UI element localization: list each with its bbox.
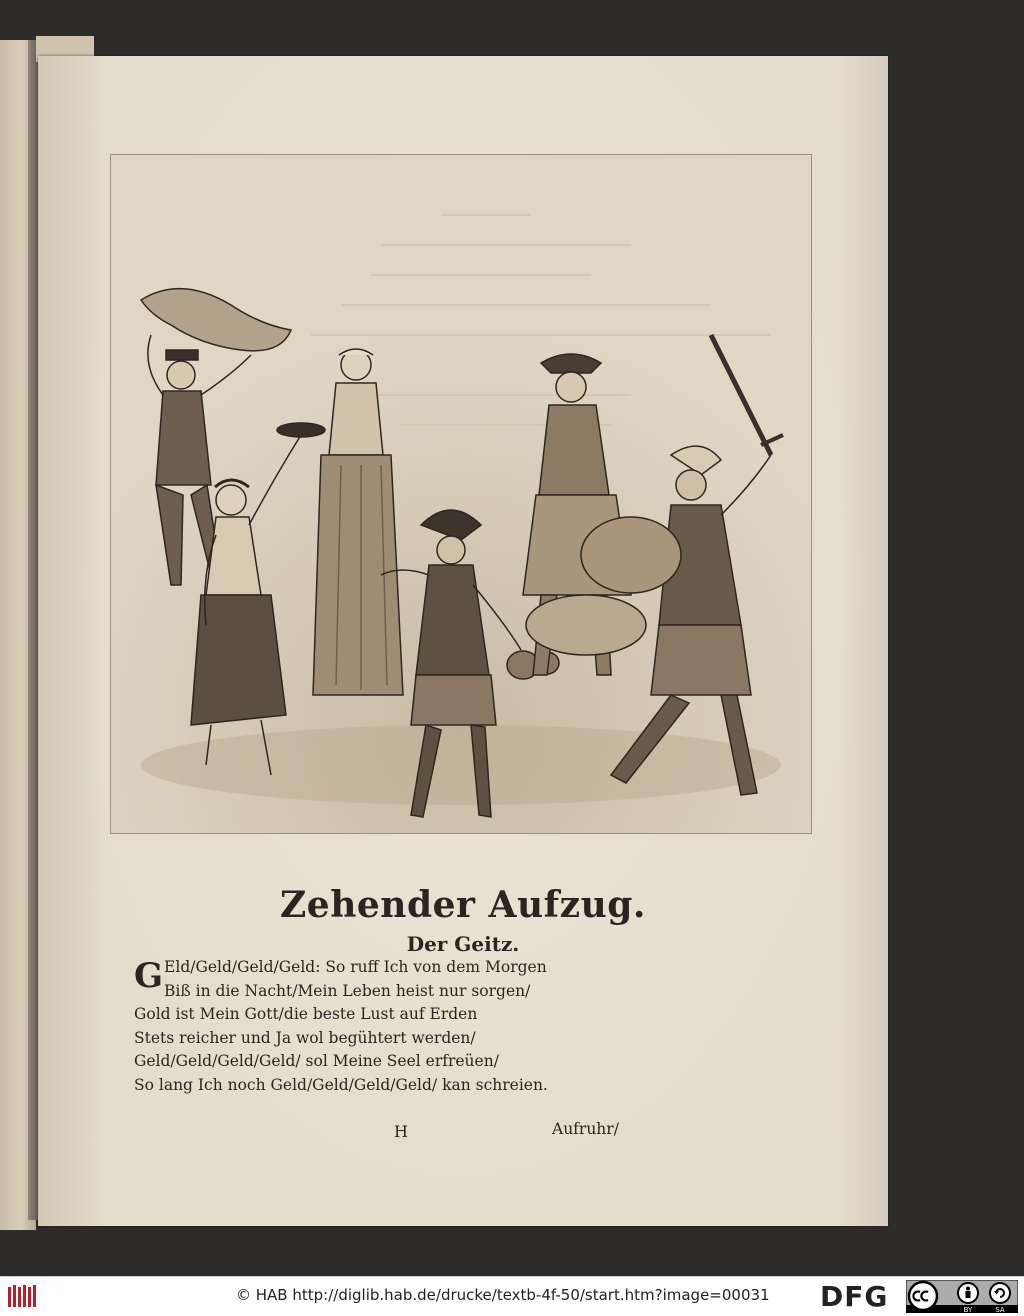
verse-line [134,1027,674,1051]
cc-icon [909,1282,937,1310]
verse-line-text: Geld/Geld/Geld/Geld/ sol Meine Seel erfreüen/ [134,1052,499,1070]
page-heading: Zehender Aufzug. [280,884,646,926]
verse-line [134,1074,674,1098]
book-page [38,56,888,1226]
verse-line [134,1050,674,1074]
verse-line-text: So lang Ich noch Geld/Geld/Geld/Geld/ kan schreien. [134,1075,548,1094]
verse-line-text: Eld/Geld/Geld/Geld: So ruff Ich von dem Morgen [164,958,547,976]
sa-label: SA [995,1306,1005,1313]
verse-line-text: Gold ist Mein Gott/die beste Lust auf Erden [134,1005,478,1023]
signature-mark: H [394,1122,408,1141]
drop-capital: G [134,956,164,996]
verse-line [134,1003,674,1027]
engraving-illustration [111,155,811,833]
by-icon [958,1283,978,1303]
verse-line-text: Stets reicher und Ja wol begühtert werden/ [134,1028,476,1047]
hab-logo-icon[interactable] [6,1283,40,1309]
sa-icon [990,1283,1010,1303]
verse-line [134,980,674,1004]
verse-block [134,956,674,1097]
page-subheading: Der Geitz. [406,932,520,956]
engraving-plate [110,154,812,834]
catchword: Aufruhr/ [552,1120,619,1138]
footer-bar [0,1276,1024,1316]
dfg-logo[interactable]: DFG [820,1280,889,1313]
copyright-link[interactable]: © HAB http://diglib.hab.de/drucke/textb-4f-50/start.htm?image=00031 [236,1286,770,1304]
cc-license-badge[interactable] [906,1280,1018,1313]
by-label: BY [963,1306,973,1313]
verse-line-text: Biß in die Nacht/Mein Leben heist nur sorgen/ [164,981,531,1000]
